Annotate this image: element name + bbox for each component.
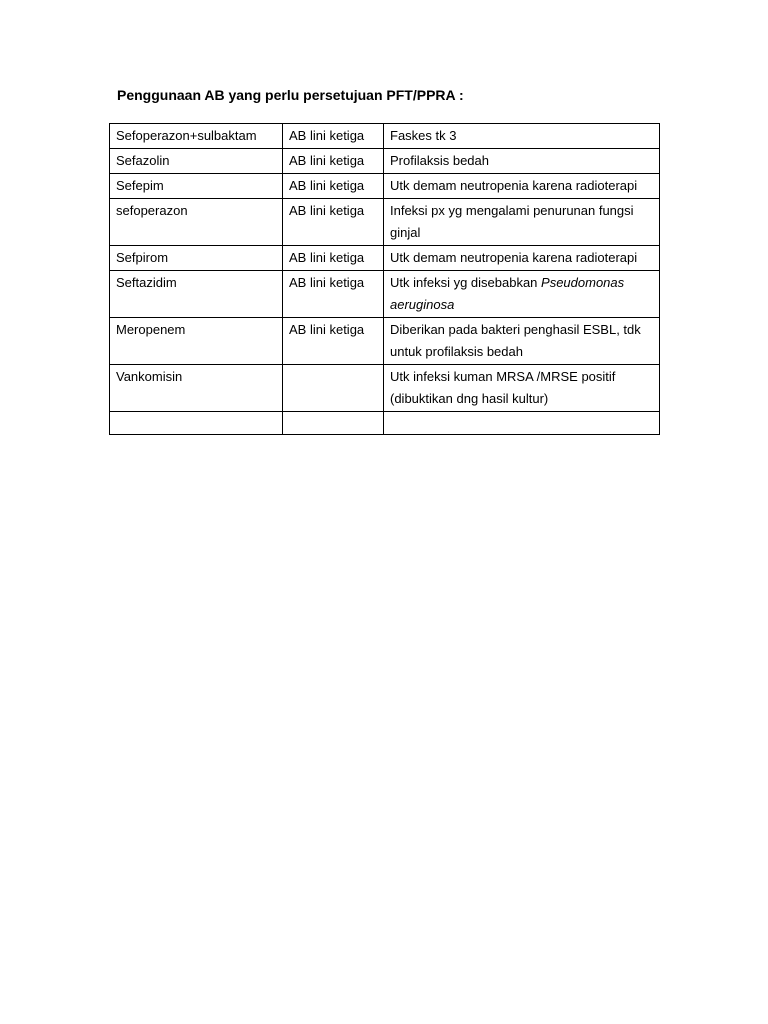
- category-cell: [283, 365, 384, 412]
- antibiotic-approval-table: [109, 123, 660, 435]
- table-row: [110, 149, 660, 174]
- note-cell: [384, 246, 660, 271]
- note-text: Profilaksis bedah: [390, 153, 489, 168]
- page-title: Penggunaan AB yang perlu persetujuan PFT/PPRA :: [117, 87, 464, 103]
- category-cell: [283, 412, 384, 435]
- drug-cell: Meropenem: [110, 318, 283, 365]
- note-text: Utk infeksi kuman MRSA /MRSE positif (dibuktikan dng hasil kultur): [390, 369, 616, 406]
- note-cell: [384, 365, 660, 412]
- table-row: [110, 124, 660, 149]
- category-cell: AB lini ketiga: [283, 199, 384, 246]
- note-cell: [384, 124, 660, 149]
- table-row: [110, 318, 660, 365]
- note-cell: [384, 149, 660, 174]
- drug-cell: [110, 412, 283, 435]
- note-cell: [384, 412, 660, 435]
- category-cell: AB lini ketiga: [283, 246, 384, 271]
- table-row: [110, 199, 660, 246]
- category-cell: AB lini ketiga: [283, 174, 384, 199]
- note-cell: [384, 271, 660, 318]
- note-text: Diberikan pada bakteri penghasil ESBL, tdk untuk profilaksis bedah: [390, 322, 641, 359]
- note-cell: [384, 199, 660, 246]
- note-text: Utk demam neutropenia karena radioterapi: [390, 250, 638, 265]
- note-text: Utk infeksi yg disebabkan: [390, 275, 542, 290]
- drug-cell: Seftazidim: [110, 271, 283, 318]
- table-row: [110, 271, 660, 318]
- note-cell: [384, 174, 660, 199]
- note-cell: [384, 318, 660, 365]
- note-text: Infeksi px yg mengalami penurunan fungsi ginjal: [390, 203, 634, 240]
- drug-cell: Sefpirom: [110, 246, 283, 271]
- category-cell: AB lini ketiga: [283, 271, 384, 318]
- table-row: [110, 365, 660, 412]
- table-row: [110, 412, 660, 435]
- organism-name: Pseudomonas aeruginosa: [390, 275, 625, 312]
- drug-cell: Sefazolin: [110, 149, 283, 174]
- table-row: [110, 246, 660, 271]
- table-row: [110, 174, 660, 199]
- drug-cell: Sefoperazon+sulbaktam: [110, 124, 283, 149]
- drug-cell: Sefepim: [110, 174, 283, 199]
- category-cell: AB lini ketiga: [283, 149, 384, 174]
- note-text: Utk demam neutropenia karena radioterapi: [390, 178, 638, 193]
- category-cell: AB lini ketiga: [283, 124, 384, 149]
- category-cell: AB lini ketiga: [283, 318, 384, 365]
- drug-cell: sefoperazon: [110, 199, 283, 246]
- note-text: Faskes tk 3: [390, 128, 457, 143]
- drug-cell: Vankomisin: [110, 365, 283, 412]
